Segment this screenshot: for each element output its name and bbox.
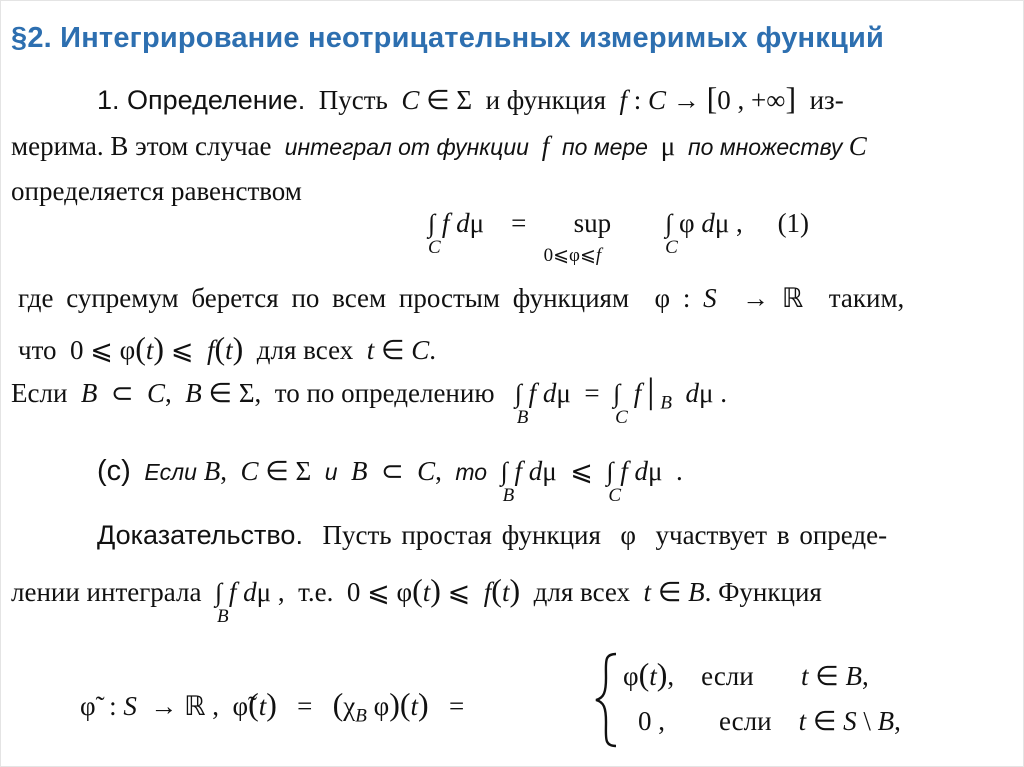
- integral-sign: ∫ C: [428, 209, 441, 258]
- proof-label: Доказательство.: [97, 520, 303, 550]
- integral-sign: ∫ C: [665, 209, 678, 258]
- proof-line-1: [97, 520, 887, 551]
- proof-line-1-text: Пусть простая функция φ участвует в опреде-: [312, 520, 888, 550]
- definition-line-5: что 0 ⩽ φ(t) ⩽ f(t) для всех t ∈ C.: [18, 330, 437, 366]
- left-brace-icon: [592, 650, 622, 750]
- definition-line-4: где супремум берется по всем простым функциям φ : S → ℝ таким,: [18, 283, 905, 313]
- property-c: (с) Если B, C ∈ Σ и B ⊂ C, то ∫ B f dμ ⩽ ∫ C f dμ .: [97, 455, 683, 506]
- phi-tilde-formula: φ̃ : S → ℝ , φ̃(t) = ($\chi_B$ φ)(t) =: [80, 686, 465, 727]
- property-c-label: (с): [97, 455, 131, 487]
- proof-line-2: лении интеграла ∫ B f dμ , т.е. 0 ⩽ φ(t) ⩽ f(t) для всех t ∈ B. Функция: [11, 572, 822, 627]
- definition-line-1-text: Пусть C ∈ Σ и функция f : C → [0 , +∞] из-: [312, 80, 844, 116]
- definition-line-2a: мерима. В этом случае: [11, 131, 272, 161]
- definition-line-2: [11, 131, 867, 162]
- formula-1: ∫ C f dμ = sup 0⩽φ⩽f ∫ C φ dμ , (1): [428, 208, 810, 266]
- page-title: §2. Интегрирование неотрицательных измеримых функций: [11, 22, 885, 54]
- definition-label: 1. Определение.: [97, 85, 306, 115]
- definition-line-3: определяется равенством: [11, 176, 302, 206]
- restriction-line: Если B ⊂ C, B ∈ Σ, то по определению ∫ B f dμ = ∫ C $f│_B$ dμ .: [11, 378, 727, 428]
- case-2: 0 , если t ∈ S \ B,: [638, 706, 901, 736]
- defined-term: интеграл от функции f по мере μ по множеству C: [278, 131, 867, 161]
- case-1: φ(t), если t ∈ B,: [623, 656, 869, 692]
- equation-number: (1): [777, 208, 810, 238]
- definition-line-1: [97, 80, 844, 117]
